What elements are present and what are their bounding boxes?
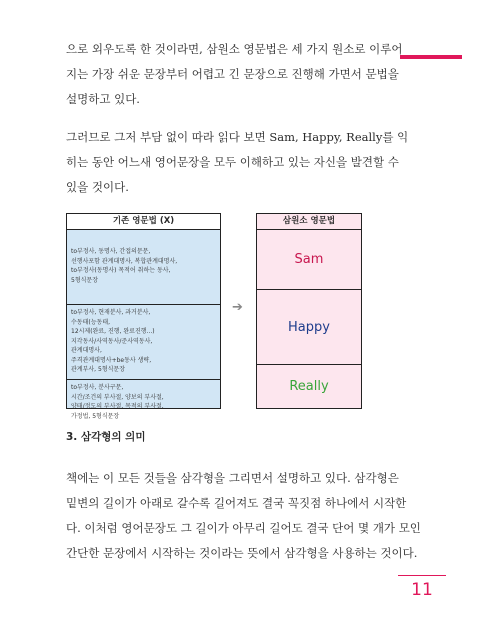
text-line: 히는 동안 어느새 영어문장을 모두 이해하고 있는 자신을 발견할 수 [66, 155, 399, 169]
three-element-grammar-table [256, 213, 362, 409]
sam-cell: Sam [294, 251, 324, 267]
text-line: 다. 이처럼 영어문장도 그 길이가 아무리 길어도 결국 단어 몇 개가 모인 [66, 521, 421, 535]
cell-line: to부정사(동명사) 목적어 취하는 동사, [71, 267, 171, 274]
cell-line: 가정법, 5형식문장 [71, 412, 120, 420]
arrow-right-icon: ➔ [232, 300, 243, 315]
cell-line: 지각동사/사역동사/준사역동사, [71, 337, 153, 345]
table-cell [67, 379, 220, 420]
page-number: 11 [411, 580, 433, 600]
page-number-rule [398, 575, 446, 576]
happy-cell: Happy [257, 289, 361, 364]
text-line: 책에는 이 모든 것들을 삼각형을 그리면서 설명하고 있다. 삼각형은 [66, 471, 399, 485]
cell-line: to부정사, 현재분사, 과거분사, [71, 309, 151, 316]
text-line: 설명하고 있다. [66, 92, 140, 106]
traditional-grammar-table [66, 213, 221, 420]
paragraph-summary [66, 125, 412, 200]
cell-line: 수동태(능동태, [71, 318, 111, 326]
text-line: 밑변의 길이가 아래로 갈수록 길어져도 결국 꼭짓점 하나에서 시작한 [66, 496, 407, 510]
table-cell [67, 244, 220, 304]
paragraph-intro [66, 37, 412, 112]
text-line: 으로 외우도록 한 것이라면, 삼원소 영문법은 세 가지 원소로 이루어 [66, 42, 403, 56]
really-cell: Really [257, 364, 361, 408]
paragraph-triangle [66, 466, 421, 566]
cell-line: 양태/정도의 부사절, 목적의 부사절, [71, 403, 164, 410]
cell-line: 선행사포함 관계대명사, 복합관계대명사, [71, 257, 178, 265]
text-line: 그러므로 그저 부담 없이 따라 읽다 보면 Sam, Happy, Really를 익 [66, 130, 409, 144]
table-header: 기존 영문법 (X) [67, 214, 220, 230]
cell-line: to부정사, 분사구문, [71, 384, 124, 391]
cell-line: 12시제(완료, 진행, 완료진행...) [71, 328, 155, 335]
cell-line: 주격관계대명사+be동사 생략, [71, 356, 152, 364]
table-header: 삼원소 영문법 [257, 214, 361, 230]
cell-line: 관계부사, 5형식문장 [71, 366, 126, 373]
cell-line: 5형식문장 [71, 276, 99, 284]
table-cell [67, 304, 220, 379]
text-line: 있을 것이다. [66, 180, 129, 194]
cell-line: 시간/조건의 부사절, 양보의 부사절, [71, 393, 164, 401]
section-heading: 3. 삼각형의 의미 [66, 431, 146, 443]
cell-line: to부정사, 동명사, 간접의문문, [71, 248, 151, 255]
text-line: 지는 가장 쉬운 문장부터 어렵고 긴 문장으로 진행해 가면서 문법을 [66, 67, 399, 81]
text-line: 간단한 문장에서 시작하는 것이라는 뜻에서 삼각형을 사용하는 것이다. [66, 546, 418, 560]
cell-line: 관계대명사, [71, 347, 102, 354]
